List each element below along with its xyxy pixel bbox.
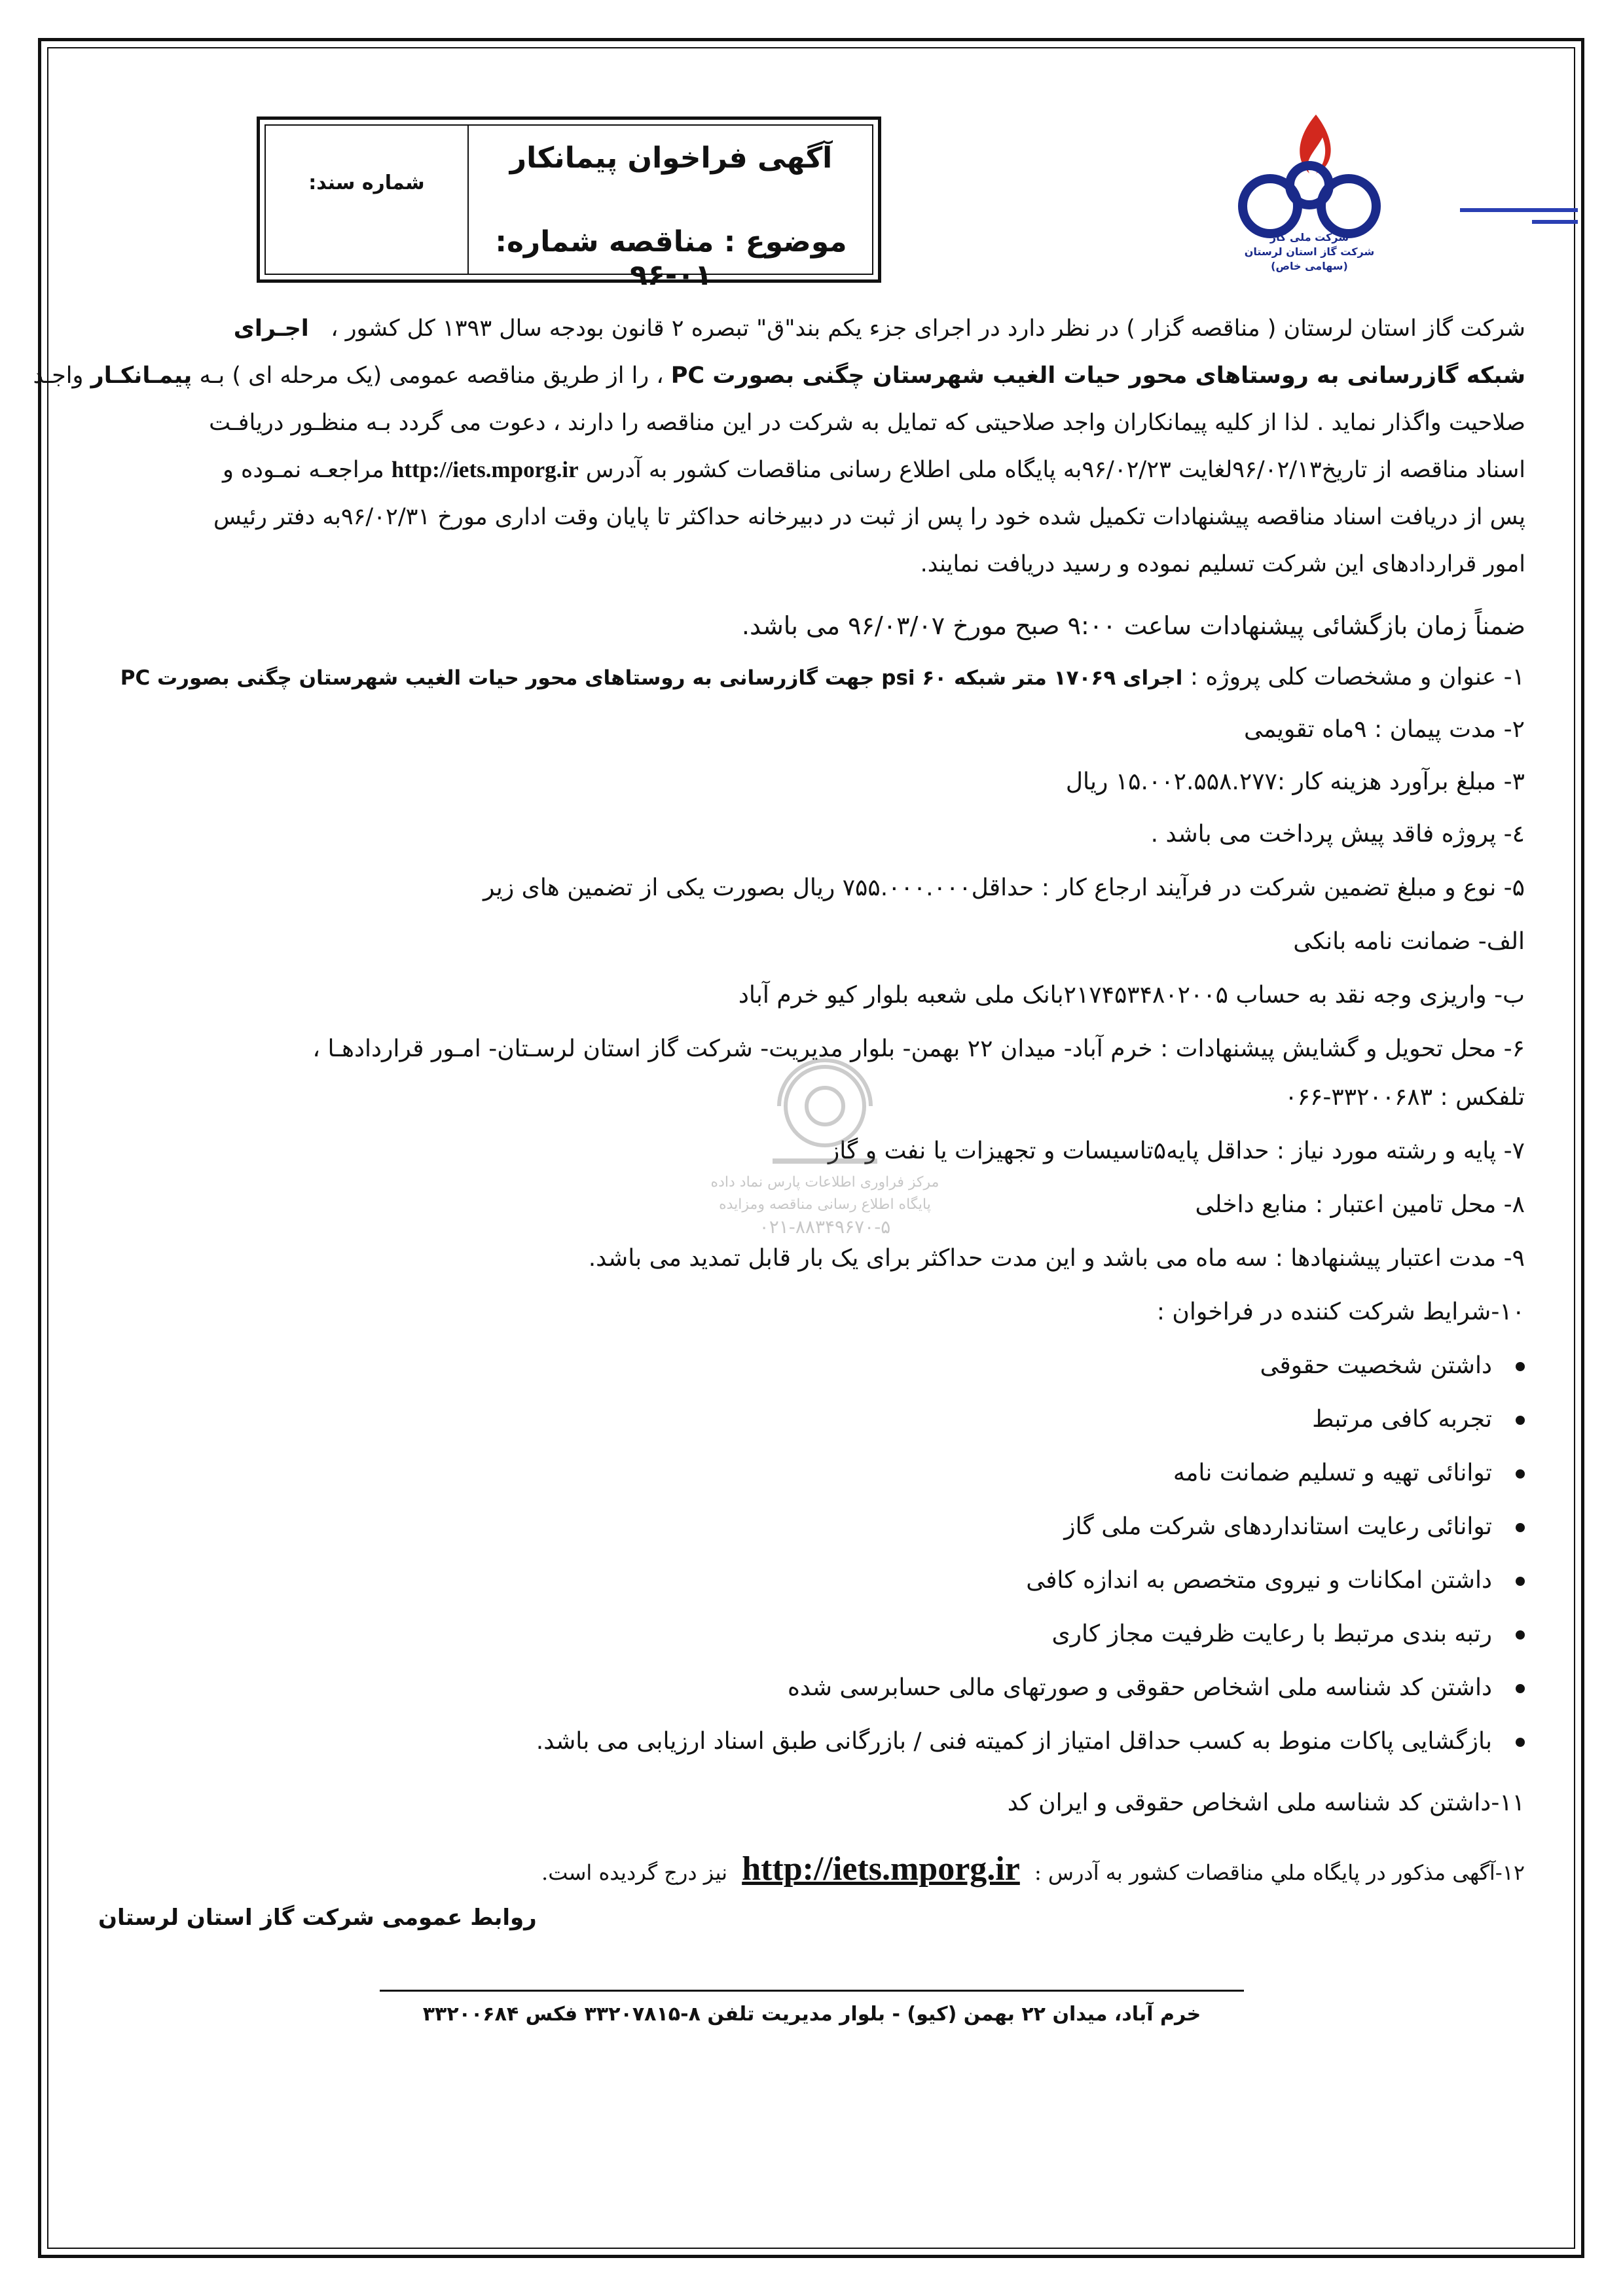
intro-line-4: اسناد مناقصه از تاریخ۹۶/۰۲/۱۳لغایت ۹۶/۰۲/۲۳به پایگاه ملی اطلاع رسانی مناقصات کشور به آدرس <box>585 457 1525 483</box>
item-9: ۹- مدت اعتبار پیشنهادها : سه ماه می باشد و این مدت حداکثر برای یک بار قابل تمدید می باشد. <box>588 1245 1525 1272</box>
item-12-end: نیز درج گردیده است. <box>541 1860 728 1885</box>
bullet-dot <box>1516 1362 1525 1371</box>
intro-line-1-bold: اجـرای <box>233 315 309 342</box>
intro-url-link[interactable]: http://iets.mporg.ir <box>391 457 579 482</box>
tender-portal-link[interactable]: http://iets.mporg.ir <box>742 1850 1020 1888</box>
item-7: ۷- پایه و رشته مورد نیاز : حداقل پایه۵تاسیسات و تجهیزات یا نفت و گاز <box>828 1138 1525 1164</box>
bullet-dot <box>1516 1577 1525 1586</box>
intro-line-5: پس از دریافت اسناد مناقصه پیشنهادات تکمیل شده خود را پس از ثبت در دبیرخانه حداکثر تا پایان وقت اداری مورخ ۹۶/۰۲/۳۱به دفتر رئیس <box>213 504 1525 530</box>
item-10: ۱۰-شرایط شرکت کننده در فراخوان : <box>1156 1299 1525 1325</box>
signature: روابط عمومی شرکت گاز استان لرستان <box>98 1905 537 1931</box>
bullet-dot <box>1516 1630 1525 1640</box>
stamp-line: ۰۲۱-۸۸۳۴۹۶۷۰-۵ <box>759 1216 891 1238</box>
intro-paragraph <box>33 305 1525 588</box>
announcement-title: آگهی فراخوان پیمانکار <box>509 141 833 175</box>
intro-line-2: ، را از طریق مناقصه عمومی (یک مرحله ای ) بـه <box>199 363 664 389</box>
bullet-dot <box>1516 1684 1525 1693</box>
item-5: ۵- نوع و مبلغ تضمین شرکت در فرآیند ارجاع کار : حداقل۷۵۵.۰۰۰.۰۰۰ ریال بصورت یکی از تضمین های زیر <box>483 874 1525 901</box>
bullet-dot <box>1516 1523 1525 1532</box>
logo-caption: شرکت ملی گاز شرکت گاز استان لرستان (سهامی خاص) <box>1244 231 1375 272</box>
item-2: ۲- مدت پیمان : ۹ماه تقویمی <box>1244 716 1525 743</box>
intro-line-4-end: مراجعـه نمـوده و <box>223 457 384 483</box>
item-12-label: ۱۲-آگهی مذکور در پایگاه ملي مناقصات کشور به آدرس : <box>1034 1860 1525 1885</box>
item-1-label: ۱- عنوان و مشخصات کلی پروژه : <box>1190 664 1525 691</box>
intro-line-6: امور قراردادهای این شرکت تسلیم نموده و رسید دریافت نمایند. <box>920 551 1525 577</box>
intro-line-2-end: واجـد <box>33 363 84 389</box>
watermark-stamp <box>681 1021 969 1296</box>
item-6: ۶- محل تحویل و گشایش پیشنهادات : خرم آباد- میدان ۲۲ بهمن- بلوار مدیریت- شرکت گاز استان لرسـتان- امـور قراردادهـا ، <box>312 1035 1525 1062</box>
item-6-phone: تلفکس : ۳۳۲۰۰۶۸۳-۰۶۶ <box>1285 1084 1525 1111</box>
bullet-item: تجربه کافی مرتبط <box>111 1403 1525 1436</box>
item-11: ۱۱-داشتن کد شناسه ملی اشخاص حقوقی و ایران کد <box>1007 1789 1525 1816</box>
intro-line-1: شرکت گاز استان لرستان ( مناقصه گزار ) در نظر دارد در اجرای جزء یکم بند"ق" تبصره ۲ قانون بودجه سال ۱۳۹۳ کل کشور ، <box>331 315 1525 342</box>
bullet-item: داشتن شخصیت حقوقی <box>111 1350 1525 1382</box>
bullet-item: توانائی تهیه و تسلیم ضمانت نامه <box>111 1457 1525 1490</box>
decorative-blue-lines <box>1460 208 1578 232</box>
item-1-project: اجرای ۱۷۰۶۹ متر شبکه ۶۰ psi جهت گازرسانی به روستاهای محور حیات الغیب شهرستان چگنی بصورت PC <box>120 666 1183 690</box>
footer-address: خرم آباد، میدان ۲۲ بهمن (کیو) - بلوار مدیریت تلفن ۸-۳۳۲۰۷۸۱۵ فکس ۳۳۲۰۰۶۸۴ <box>422 2003 1201 2026</box>
project-title-bold: شبکه گازرسانی به روستاهای محور حیات الغیب شهرستان چگنی بصورت PC <box>670 363 1525 389</box>
item-4: ٤- پروژه فاقد پیش پرداخت می باشد . <box>1150 821 1525 848</box>
item-5-alef: الف- ضمانت نامه بانکی <box>1293 928 1525 955</box>
intro-line-3: صلاحیت واگذار نماید . لذا از کلیه پیمانکاران واجد صلاحیتی که تمایل به شرکت در این مناقصه را دارند ، دعوت می گردد بـه منظـور دریافـت <box>209 410 1525 436</box>
bullet-item: توانائی رعایت استانداردهای شرکت ملی گاز <box>111 1511 1525 1543</box>
header-divider <box>467 124 469 275</box>
item-8: ۸- محل تامین اعتبار : منابع داخلی <box>1195 1191 1525 1218</box>
bullet-item: داشتن کد شناسه ملی اشخاص حقوقی و صورتهای مالی حسابرسی شده <box>111 1672 1525 1704</box>
contractor-bold: پیمـانکـار <box>90 363 192 389</box>
document-number-label: شماره سند: <box>308 171 425 194</box>
bullet-dot <box>1516 1469 1525 1479</box>
tender-subject: موضوع : مناقصه شماره: ۰۱-۹۶ <box>495 225 847 292</box>
item-3: ۳- مبلغ برآورد هزینه کار :۱۵.۰۰۲.۵۵۸.۲۷۷ ریال <box>1065 768 1525 795</box>
stamp-line: مرکز فراوری اطلاعات پارس نماد داده <box>710 1174 939 1191</box>
bullet-dot <box>1516 1416 1525 1425</box>
national-gas-company-logo <box>1218 108 1401 304</box>
stamp-line: پایگاه اطلاع رسانی مناقصه ومزایده <box>719 1196 931 1213</box>
footer-divider <box>380 1990 1244 1992</box>
bullet-item: رتبه بندی مرتبط با رعایت ظرفیت مجاز کاری <box>111 1618 1525 1651</box>
item-1 <box>98 661 1525 694</box>
opening-time-line: ضمناً زمان بازگشائی پیشنهادات ساعت ۹:۰۰ صبح مورخ ۹۶/۰۳/۰۷ می باشد. <box>741 611 1525 640</box>
bullet-item: داشتن امکانات و نیروی متخصص به اندازه کافی <box>111 1564 1525 1597</box>
bullet-item: بازگشایی پاکات منوط به کسب حداقل امتیاز از کمیته فنی / بازرگانی طبق اسناد ارزیابی می باشد. <box>111 1725 1525 1758</box>
item-12 <box>541 1850 1525 1888</box>
bullet-dot <box>1516 1738 1525 1747</box>
item-5-be: ب- واریزی وجه نقد به حساب ۲۱۷۴۵۳۴۸۰۲۰۰۵بانک ملی شعبه بلوار کیو خرم آباد <box>738 982 1525 1009</box>
